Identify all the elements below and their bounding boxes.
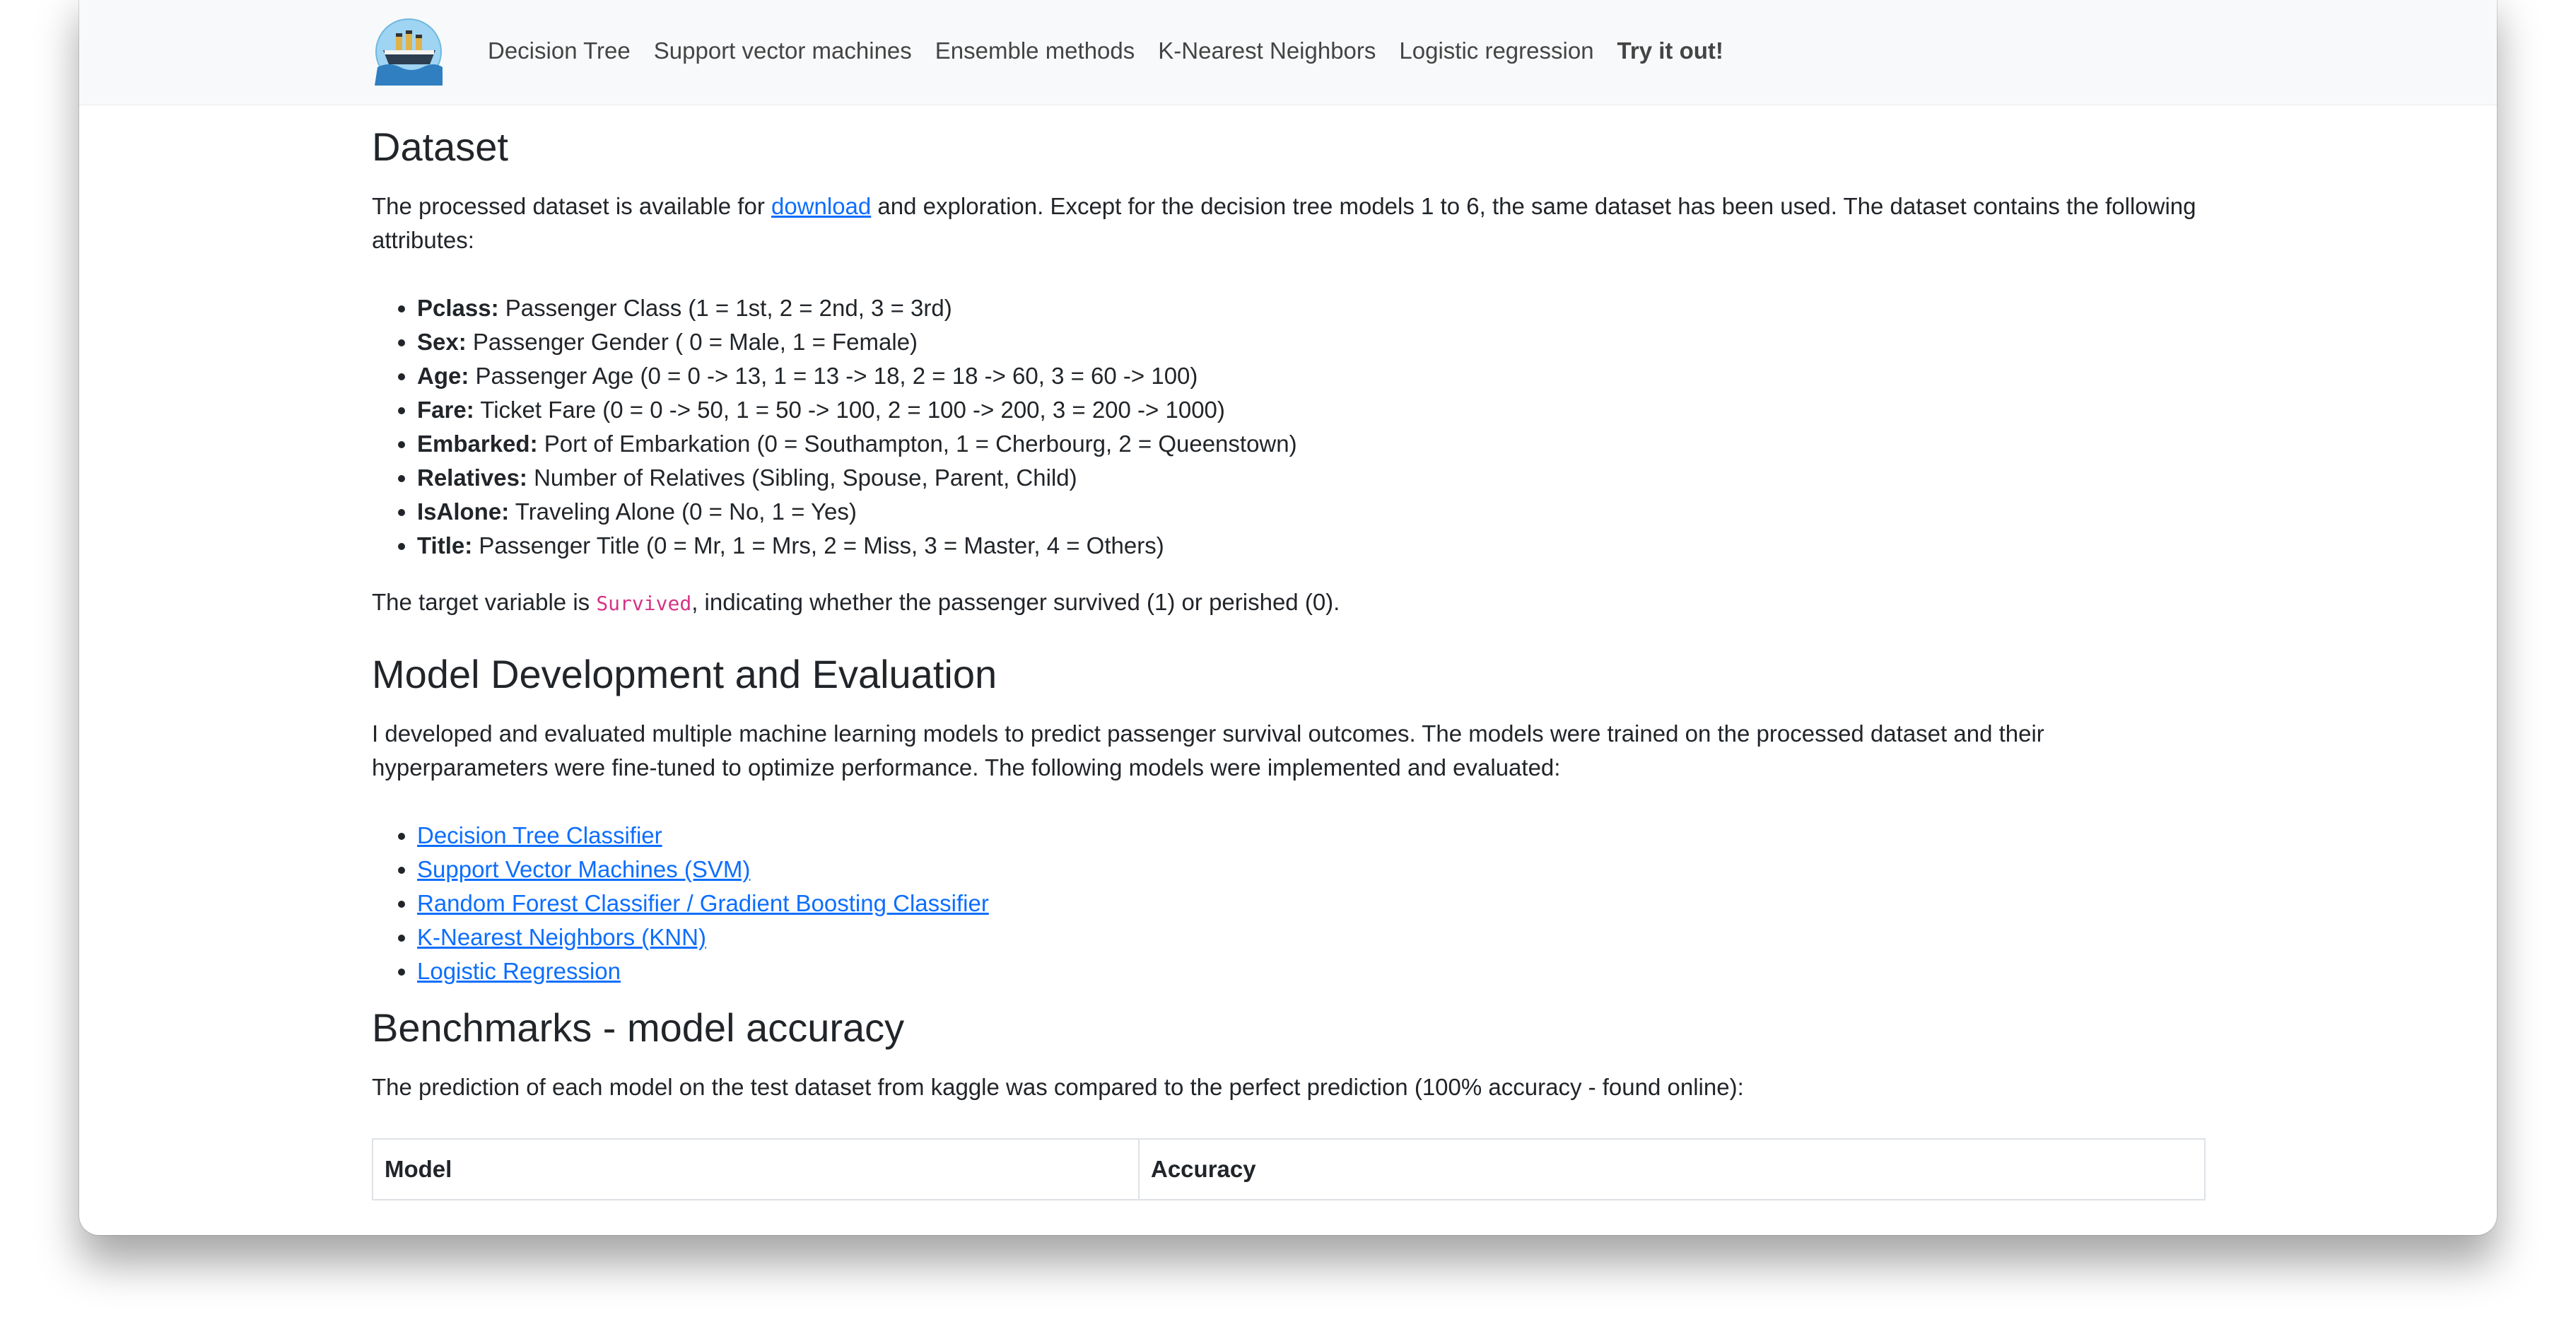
list-item: • Fare: Ticket Fare (0 = 0 -> 50, 1 = 50 -> 100, 2 = 100 -> 200, 3 = 200 -> 1000) xyxy=(417,393,2210,427)
list-item: • Title: Passenger Title (0 = Mr, 1 = Mrs, 2 = Miss, 3 = Master, 4 = Others) xyxy=(417,529,2210,563)
nav-decision-tree[interactable]: Decision Tree xyxy=(488,37,631,64)
target-code: Survived xyxy=(596,592,692,615)
target-variable-text: The target variable is Survived, indicating whether the passenger survived (1) or perished (0). xyxy=(372,589,1340,615)
list-item xyxy=(417,954,2210,988)
list-item: • Age: Passenger Age (0 = 0 -> 13, 1 = 13 -> 18, 2 = 18 -> 60, 3 = 60 -> 100) xyxy=(417,359,2210,393)
list-item: • Sex: Passenger Gender ( 0 = Male, 1 = Female) xyxy=(417,325,2210,359)
attribute-list xyxy=(372,291,2210,563)
list-item xyxy=(417,819,2210,853)
list-item: • Relatives: Number of Relatives (Sibling, Spouse, Parent, Child) xyxy=(417,461,2210,495)
list-item: • IsAlone: Traveling Alone (0 = No, 1 = Yes) xyxy=(417,495,2210,529)
nav-logistic-regression[interactable]: Logistic regression xyxy=(1399,37,1594,64)
titanic-logo-icon[interactable] xyxy=(375,18,443,86)
nav-knn[interactable]: K-Nearest Neighbors xyxy=(1158,37,1376,64)
download-link[interactable]: download xyxy=(771,193,872,219)
navbar xyxy=(79,0,2497,105)
list-item: • Embarked: Port of Embarkation (0 = Southampton, 1 = Cherbourg, 2 = Queenstown) xyxy=(417,427,2210,461)
list-item xyxy=(417,887,2210,920)
model-link-list xyxy=(372,819,2210,988)
link-svm[interactable]: Support Vector Machines (SVM) xyxy=(417,856,751,882)
link-logistic-regression[interactable]: Logistic Regression xyxy=(417,958,621,984)
models-intro: I developed and evaluated multiple machine learning models to predict passenger survival outcomes. The models were trained on the processed dataset and their hyperparameters were fine-tuned to optimize performance. The following models were implemented and evaluated: xyxy=(372,720,2044,780)
models-heading: Model Development and Evaluation xyxy=(372,652,997,696)
dataset-heading: Dataset xyxy=(372,124,508,169)
nav-try-it-out[interactable]: Try it out! xyxy=(1617,37,1723,64)
list-item xyxy=(417,853,2210,887)
column-header-accuracy: Accuracy xyxy=(1139,1139,2205,1200)
benchmarks-heading: Benchmarks - model accuracy xyxy=(372,1005,905,1050)
column-header-model: Model xyxy=(373,1139,1139,1200)
nav-svm[interactable]: Support vector machines xyxy=(653,37,912,64)
benchmarks-intro: The prediction of each model on the test dataset from kaggle was compared to the perfect prediction (100% accuracy - found online): xyxy=(372,1074,1744,1100)
nav-ensemble-methods[interactable]: Ensemble methods xyxy=(935,37,1135,64)
list-item: • Pclass: Passenger Class (1 = 1st, 2 = 2nd, 3 = 3rd) xyxy=(417,291,2210,325)
link-knn[interactable]: K-Nearest Neighbors (KNN) xyxy=(417,924,706,950)
benchmark-table xyxy=(372,1138,2206,1200)
dataset-intro: The processed dataset is available for download and exploration. Except for the decision tree models 1 to 6, the same dataset has been used. The dataset contains the following attributes: xyxy=(372,193,2196,253)
main-content xyxy=(372,105,2210,1200)
link-random-forest-gradient-boosting[interactable]: Random Forest Classifier / Gradient Boosting Classifier xyxy=(417,890,989,916)
browser-window xyxy=(79,0,2497,1235)
list-item xyxy=(417,920,2210,954)
main-nav xyxy=(488,23,1747,79)
link-decision-tree-classifier[interactable]: Decision Tree Classifier xyxy=(417,822,662,848)
table-header-row xyxy=(373,1139,2205,1200)
